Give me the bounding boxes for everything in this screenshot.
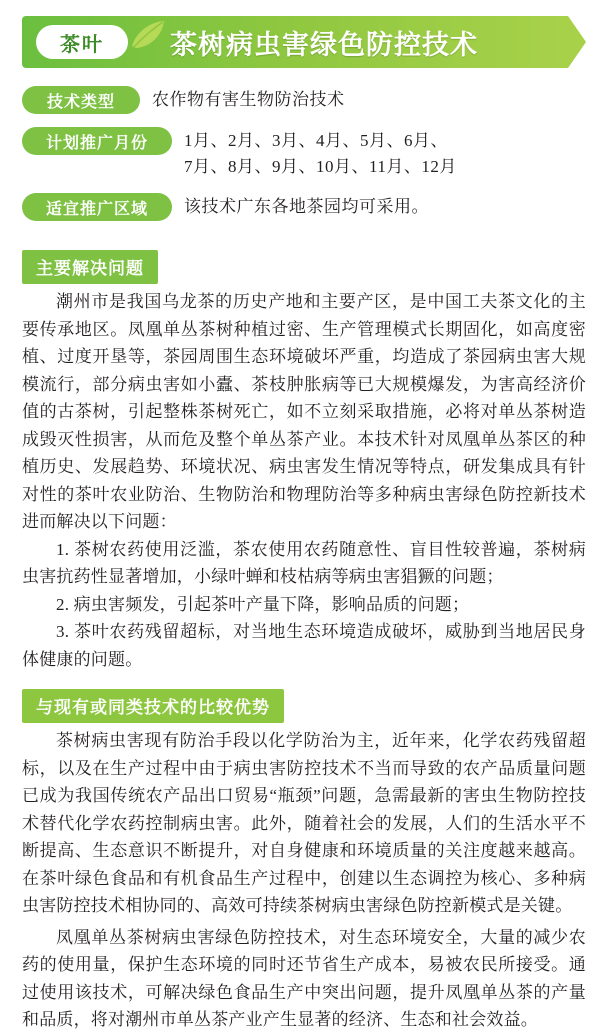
section-main-problems (22, 234, 586, 673)
meta-row-technology-type (22, 86, 586, 114)
header-banner (22, 16, 586, 68)
paragraph-item: 3. 茶叶农药残留超标，对当地生态环境造成破坏，威胁到当地居民身体健康的问题。 (22, 622, 586, 669)
meta-value-suitable-region (172, 193, 586, 220)
meta-label-technology-type: 技术类型 (22, 86, 140, 114)
meta-value-line: 该技术广东各地茶园均可采用。 (184, 197, 429, 216)
section-comparative-advantage (22, 673, 586, 1034)
paragraph-item: 2. 病虫害频发，引起茶叶产量下降，影响品质的问题； (56, 594, 470, 614)
meta-label-suitable-region: 适宜推广区域 (22, 193, 172, 221)
paragraph: 凤凰单丛茶树病虫害绿色防控技术，对生态环境安全，大量的减少农药的使用量，保护生态环境的同时还节省生产成本，易被农民所接受。通过使用该技术，可解决绿色食品生产中突出问题，提升凤凰单丛茶的产量和品质，将对潮州市单丛茶产业产生显著的经济、生态和社会效益。 (22, 927, 586, 1029)
paragraph: 潮州市是我国乌龙茶的历史产地和主要产区，是中国工夫茶文化的主要传承地区。凤凰单丛茶树种植过密、生产管理模式长期固化，如高度密植、过度开垦等，茶园周围生态环境破坏严重，均造成了茶园病虫害大规模流行，部分病虫害如小蠹、茶枝肿胀病等已大规模爆发，为害高经济价值的古茶树，引起整株茶树死亡，如不立刻采取措施，必将对单丛茶树造成毁灭性损害，从而危及整个单丛茶产业。本技术针对凤凰单丛茶区的种植历史、发展趋势、环境状况、病虫害发生情况等特点，研发集成具有针对性的茶叶农业防治、生物防治和物理防治等多种病虫害绿色防控新技术进而解决以下问题： (22, 292, 586, 531)
paragraph: 茶树病虫害现有防治手段以化学防治为主，近年来，化学农药残留超标，以及在生产过程中由于病虫害防控技术不当而导致的农产品质量问题已成为我国传统农产品出口贸易“瓶颈”问题，急需最新的害虫生物防控技术替代化学农药控制病虫害。此外，随着社会的发展，人们的生活水平不断提高、生态意识不断提升，对自身健康和环境质量的关注度越来越高。在茶叶绿色食品和有机食品生产过程中，创建以生态调控为核心、多种病虫害防控技术相协同的、高效可持续茶树病虫害绿色防控新模式是关键。 (22, 731, 586, 915)
section-body (22, 288, 586, 673)
meta-value-line: 7月、8月、9月、10月、11月、12月 (184, 157, 457, 176)
meta-value-promotion-months (172, 127, 586, 180)
page-title: 茶树病虫害绿色防控技术 (170, 29, 478, 60)
meta-value-line: 1月、2月、3月、4月、5月、6月、 (184, 131, 448, 150)
category-badge: 茶叶 (36, 25, 128, 59)
meta-row-suitable-region (22, 193, 586, 221)
paragraph-item: 1. 茶树农药使用泛滥，茶农使用农药随意性、盲目性较普遍，茶树病虫害抗药性显著增加，小绿叶蝉和枝枯病等病虫害猖獗的问题； (22, 539, 586, 586)
meta-value-line: 农作物有害生物防治技术 (152, 90, 345, 109)
meta-value-technology-type (140, 86, 586, 113)
section-heading: 主要解决问题 (22, 250, 158, 284)
meta-row-promotion-months (22, 127, 586, 180)
leaf-icon (126, 18, 166, 52)
section-body (22, 727, 586, 1034)
section-heading: 与现有或同类技术的比较优势 (22, 689, 284, 723)
header-arrow-tip (568, 16, 586, 68)
document-page (0, 16, 608, 1029)
meta-label-promotion-months: 计划推广月份 (22, 127, 172, 155)
meta-list (22, 86, 586, 221)
